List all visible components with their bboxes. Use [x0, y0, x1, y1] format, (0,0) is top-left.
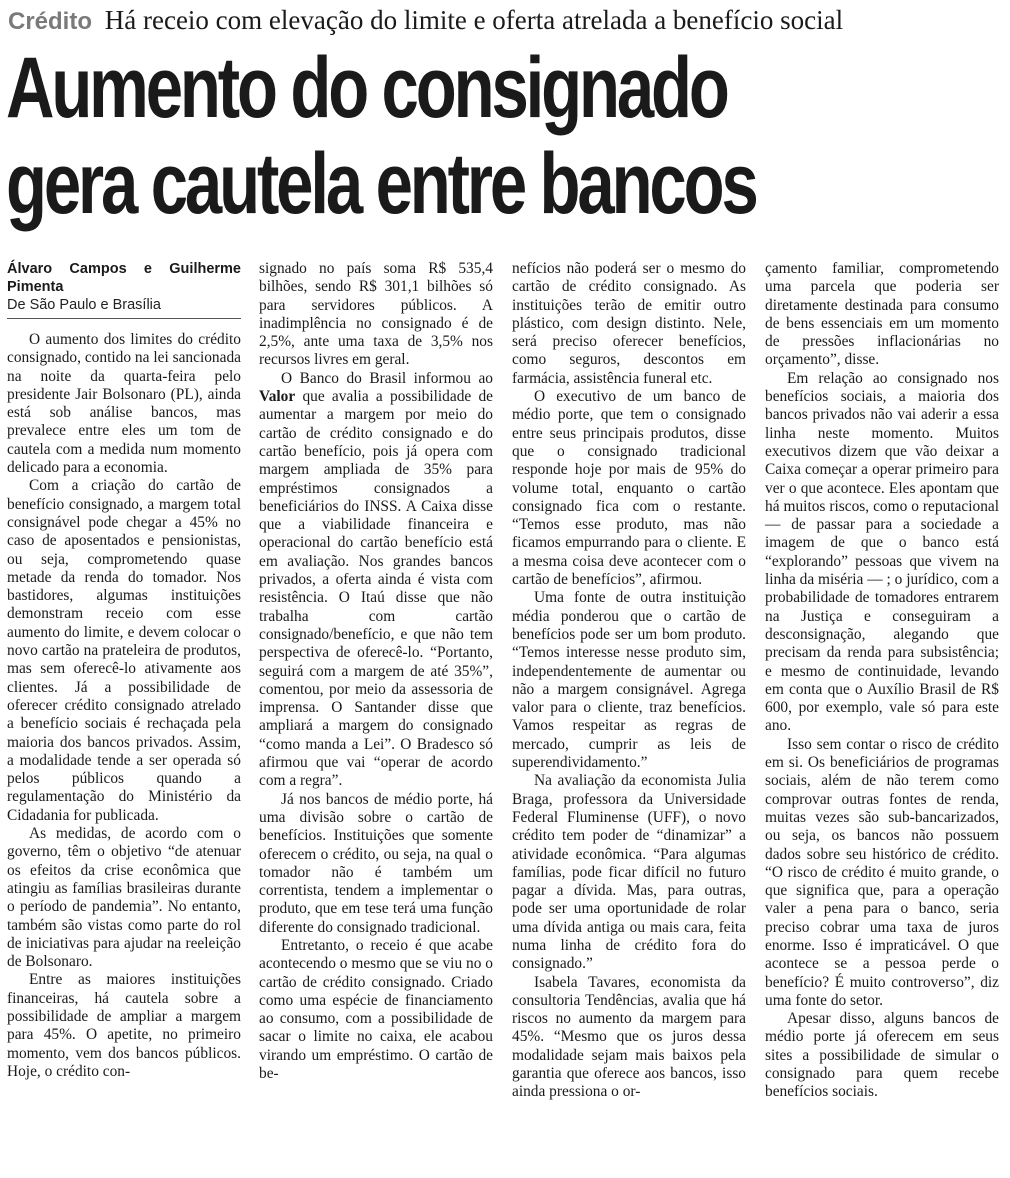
article-paragraph: As medidas, de acordo com o governo, têm o objetivo “de atenuar os efeitos da crise econômica que atingiu as famílias brasileiras durante o período de pandemia”. No entanto, também são vistas como parte do rol de iniciativas para ajudar na reeleição de Bolsonaro.	[7, 825, 241, 971]
byline	[7, 260, 241, 314]
text-run: que avalia a possibilidade de aumentar a margem por meio do cartão de crédito consignado e do cartão benefício, pois já opera com margem ampliada de 35% para empréstimos consignados a beneficiários do INSS. A Caixa disse que a viabilidade financeira e operacional do cartão benefício está em avaliação. Nos grandes bancos privados, a oferta ainda é vista com resistência. O Itaú disse que não trabalha com cartão consignado/benefício, e que não tem perspectiva de oferecê-lo. “Portanto, seguirá com a margem de até 35%”, comentou, por meio da assessoria de imprensa. O Santander disse que ampliará a margem do consignado “como manda a Lei”. O Bradesco só afirmou que vai “operar de acordo com a regra”.	[259, 388, 493, 790]
article-paragraph: nefícios não poderá ser o mesmo do cartão de crédito consignado. As instituições terão de emitir outro plástico, com design distinto. Nele, será preciso oferecer benefícios, como seguros, descontos em farmácia, assistência funeral etc.	[512, 260, 746, 387]
byline-place: De São Paulo e Brasília	[7, 297, 161, 313]
kicker	[8, 4, 1008, 36]
article-column-1	[7, 260, 241, 1081]
headline-line-2: gera cautela entre bancos	[6, 136, 756, 232]
text-run: O Banco do Brasil informou ao	[281, 369, 493, 387]
article-paragraph: Apesar disso, alguns bancos de médio porte já oferecem em seus sites a possibilidade de simular o consignado para quem recebe benefícios sociais.	[765, 1010, 999, 1101]
article-paragraph: signado no país soma R$ 535,4 bilhões, sendo R$ 301,1 bilhões só para servidores públicos. A inadimplência no consignado é de 2,5%, ante uma taxa de 3,5% nos recursos livres em geral.	[259, 260, 493, 369]
section-label: Crédito	[8, 8, 92, 35]
headline-line-1: Aumento do consignado	[6, 40, 727, 136]
headline	[6, 40, 786, 232]
article-paragraph: Isabela Tavares, economista da consultoria Tendências, avalia que há riscos no aumento da margem para 45%. “Mesmo que os juros dessa modalidade sejam mais baixos pela garantia que oferece aos bancos, isso ainda pressiona o or-	[512, 973, 746, 1101]
article-paragraph: Em relação ao consignado nos benefícios sociais, a maioria dos bancos privados não vai aderir a essa linha neste momento. Muitos executivos dizem que vão deixar a Caixa começar a operar primeiro para ver o que acontece. Eles apontam que há muitos riscos, como o reputacional — de passar para a sociedade a imagem de que o banco está “explorando” pessoas que vivem na linha da miséria — ; o jurídico, com a probabilidade de tomadores entrarem na Justiça e conseguiram a desconsignação, alegando que precisam da renda para subsistência; e mesmo de continuidade, levando em conta que o Auxílio Brasil de R$ 600, por exemplo, vale só para este ano.	[765, 369, 999, 735]
article-column-2	[259, 260, 493, 1083]
article-paragraph: Entretanto, o receio é que acabe acontecendo o mesmo que se viu no o cartão de crédito consignado. Criado como uma espécie de financiamento ao consumo, com a possibilidade de sacar o limite no caixa, ele acabou virando um empréstimo. O cartão de be-	[259, 936, 493, 1083]
article-column-4	[765, 260, 999, 1102]
article-paragraph: çamento familiar, comprometendo uma parcela que poderia ser diretamente destinada para consumo de bens essenciais em um momento de pressões inflacionárias no orçamento”, disse.	[765, 260, 999, 369]
byline-authors: Álvaro Campos e Guilherme Pimenta	[7, 261, 241, 295]
byline-divider	[7, 318, 241, 319]
deck-line: Há receio com elevação do limite e oferta atrelada a benefício social	[104, 5, 844, 35]
article-paragraph: Isso sem contar o risco de crédito em si. Os beneficiários de programas sociais, além de não terem como comprovar outras fontes de renda, muitas vezes são sub-bancarizados, ou seja, os bancos não possuem dados sobre seu histórico de crédito. “O risco de crédito é muito grande, o que significa que, para a operação valer a pena para o banco, seria preciso cobrar uma taxa de juros enorme. Isso é impraticável. O que acontece se a pessoa perde o benefício? É muito controverso”, diz uma fonte do setor.	[765, 735, 999, 1009]
article-paragraph: O aumento dos limites do crédito consignado, contido na lei sancionada na noite da quarta-feira pelo presidente Jair Bolsonaro (PL), ainda está sob análise bancos, mas prevalece entre eles um tom de cautela com a medida num momento delicado para a economia.	[7, 331, 241, 477]
article-column-3	[512, 260, 746, 1102]
article-paragraph: O executivo de um banco de médio porte, que tem o consignado entre seus principais produtos, disse que o consignado tradicional responde hoje por mais de 95% do volume total, enquanto o cartão consignado fica com o restante. “Temos esse produto, mas não ficamos empurrando para o cliente. E a mesma coisa deve acontecer com o cartão de benefícios”, afirmou.	[512, 388, 746, 589]
article-paragraph: Uma fonte de outra instituição média ponderou que o cartão de benefícios pode ser um bom produto. “Temos interesse nesse produto sim, independentemente de aumentar ou não a margem consignável. Agrega valor para o cliente, traz benefícios. Vamos respeitar as regras de mercado, cumprir as leis de superendividamento.”	[512, 589, 746, 772]
article-paragraph: Com a criação do cartão de benefício consignado, a margem total consignável pode chegar a 45% no caso de aposentados e pensionistas, ou seja, comprometendo quase metade da renda do tomador. Nos bastidores, algumas instituições demonstram receio com esse aumento do limite, e devem colocar o novo cartão na prateleira de produtos, mas sem oferecê-lo ativamente aos clientes. Já a possibilidade de oferecer crédito consignado atrelado a benefício sociais é rechaçada pela maioria dos bancos privados. Assim, a modalidade tende a ser operada só pelos públicos quando a regulamentação do Ministério da Cidadania for publicada.	[7, 477, 241, 824]
article-paragraph	[259, 370, 493, 791]
article-paragraph: Na avaliação da economista Julia Braga, professora da Universidade Federal Fluminense (UFF), o novo crédito tem poder de “dinamizar” a atividade econômica. “Para algumas famílias, pode ficar difícil no futuro pagar a dívida. Mas, para outras, pode ser uma oportunidade de rolar uma dívida antiga ou mais cara, feita numa linha de crédito fora do consignado.”	[512, 772, 746, 973]
article-paragraph: Entre as maiores instituições financeiras, há cautela sobre a possibilidade de ampliar a margem para 45%. O apetite, no primeiro momento, vem dos bancos públicos. Hoje, o crédito con-	[7, 971, 241, 1080]
article-paragraph: Já nos bancos de médio porte, há uma divisão sobre o cartão de benefícios. Instituições que somente oferecem o crédito, ou seja, na qual o tomador não é também um correntista, tendem a implementar o produto, que em tese terá uma função diferente do consignado tradicional.	[259, 790, 493, 936]
publication-name: Valor	[259, 388, 296, 406]
